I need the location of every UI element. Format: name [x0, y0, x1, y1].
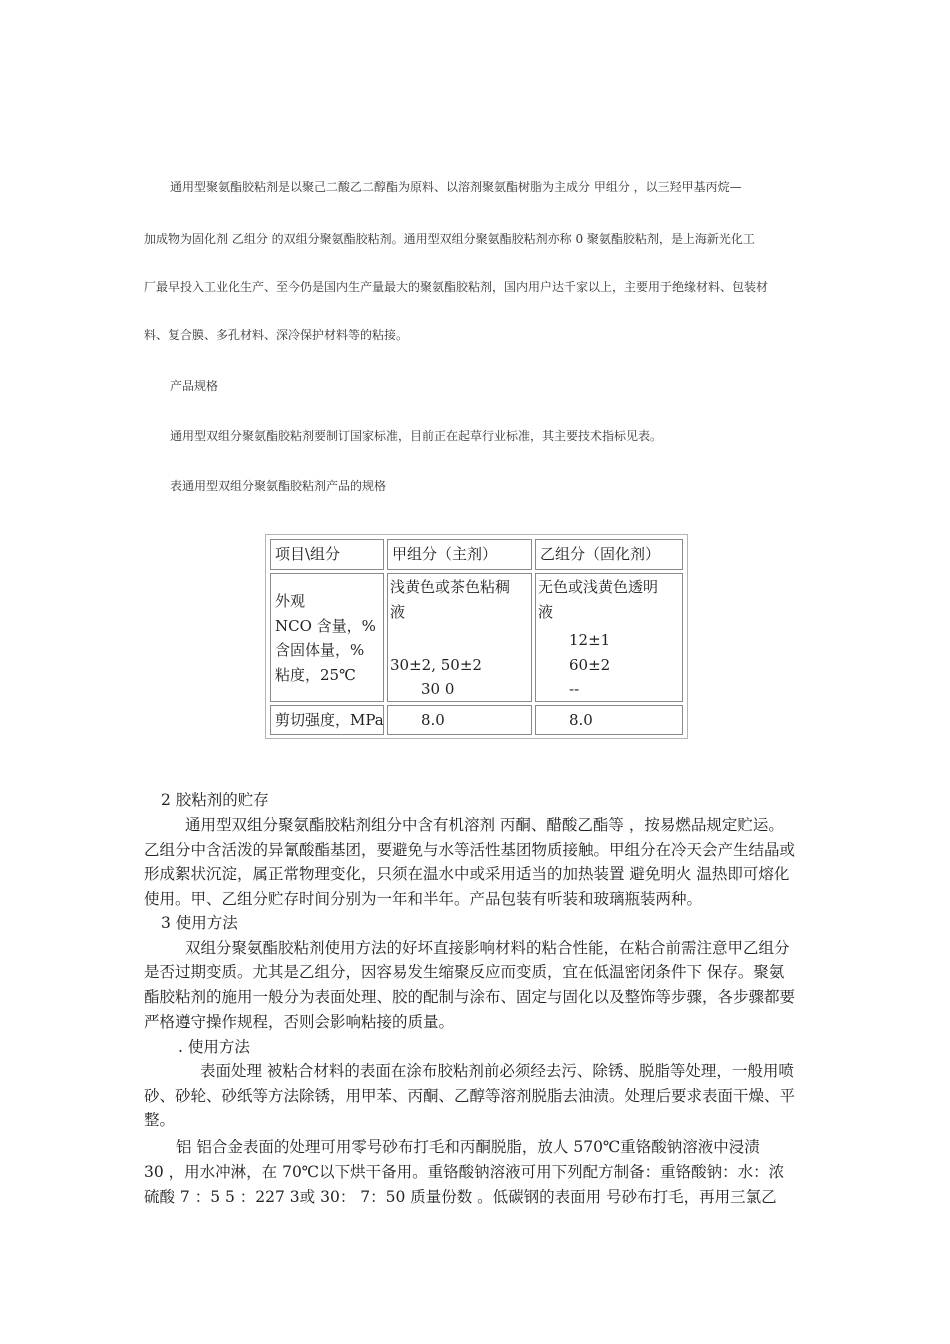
prop-appearance: 外观 — [275, 592, 306, 610]
prop-nco: NCO 含量，% — [275, 617, 376, 635]
surface-line-1: 表面处理 被粘合材料的表面在涂布胶粘剂前必须经去污、除锈、脱脂等处理，一般用喷 — [200, 1062, 794, 1080]
storage-heading: 2 胶粘剂的贮存 — [161, 791, 269, 809]
table-shear-a: 8.0 — [387, 705, 532, 735]
usage-line-3: 酯胶粘剂的施用一般分为表面处理、胶的配制与涂布、固定与固化以及整饰等步骤，各步骤都要 — [144, 988, 796, 1006]
aluminum-line-2: 30 ，用水冲淋，在 70℃以下烘干备用。重铬酸钠溶液可用下列配方制备：重铬酸钠：水：浓 — [144, 1163, 785, 1181]
spec-sentence: 通用型双组分聚氨酯胶粘剂要制订国家标准，目前正在起草行业标准，其主要技术指标见表。 — [170, 429, 663, 443]
prop-viscosity: 粘度，25℃ — [275, 666, 356, 684]
storage-line-4: 使用。甲、乙组分贮存时间分别为一年和半年。产品包装有听装和玻璃瓶装两种。 — [144, 890, 703, 908]
intro-line-1: 通用型聚氨酯胶粘剂是以聚己二酸乙二醇酯为原料、以溶剂聚氨酯树脂为主成分 甲组分 ，以三羟甲基丙烷— — [170, 180, 742, 194]
storage-line-2: 乙组分中含活泼的异氰酸酯基团，要避免与水等活性基团物质接触。甲组分在冷天会产生结晶或 — [144, 841, 796, 859]
table-values-a: 浅黄色或茶色粘稠 液 30±2, 50±2 30 0 — [387, 573, 532, 702]
aluminum-line-1: 铝 铝合金表面的处理可用零号砂布打毛和丙酮脱脂，放人 570℃重铬酸钠溶液中浸渍 — [176, 1138, 760, 1156]
table-shear-b: 8.0 — [535, 705, 683, 735]
usage-line-1: 双组分聚氨酯胶粘剂使用方法的好坏直接影响材料的粘合性能，在粘合前需注意甲乙组分 — [185, 939, 790, 957]
usage-heading: 3 使用方法 — [161, 914, 238, 932]
table-header-component-a: 甲组分（主剂） — [387, 539, 532, 570]
table-properties-cell — [270, 573, 384, 702]
intro-line-2: 加成物为固化剂 乙组分 的双组分聚氨酯胶粘剂。通用型双组分聚氨酯胶粘剂亦称 0 聚氨酯胶粘剂，是上海新光化工 — [144, 232, 755, 246]
table-header-component-b: 乙组分（固化剂） — [535, 539, 683, 570]
usage-line-2: 是否过期变质。尤其是乙组分，因容易发生缩聚反应而变质，宜在低温密闭条件下 保存。聚氨 — [144, 963, 785, 981]
surface-line-3: 整。 — [144, 1111, 176, 1129]
spec-table — [265, 534, 688, 739]
storage-line-1: 通用型双组分聚氨酯胶粘剂组分中含有机溶剂 丙酮、醋酸乙酯等 ，按易燃品规定贮运。 — [185, 816, 784, 834]
table-shear-label: 剪切强度，MPa — [270, 705, 384, 735]
table-values-b: 无色或浅黄色透明 液 12±1 60±2 -- — [535, 573, 683, 702]
surface-line-2: 砂、砂轮、砂纸等方法除锈，用甲苯、丙酮、乙醇等溶剂脱脂去油渍。处理后要求表面干燥、平 — [144, 1087, 796, 1105]
storage-line-3: 形成絮状沉淀，属正常物理变化，只须在温水中或采用适当的加热装置 避免明火 温热即可熔化 — [144, 865, 790, 883]
intro-line-3: 厂最早投入工业化生产、至今仍是国内生产量最大的聚氨酯胶粘剂，国内用户达千家以上，主要用于绝缘材料、包装材 — [144, 280, 769, 294]
intro-line-4: 料、复合膜、多孔材料、深冷保护材料等的粘接。 — [144, 328, 409, 342]
table-caption: 表通用型双组分聚氨酯胶粘剂产品的规格 — [170, 479, 387, 493]
table-header-item: 项目\组分 — [270, 539, 384, 570]
aluminum-line-3: 硫酸 7 ：5 5 ：227 3或 30： 7：50 质量份数 。低碳钢的表面用 号砂布打毛，再用三氯乙 — [144, 1188, 777, 1206]
spec-heading: 产品规格 — [170, 379, 219, 393]
usage-sub-heading: . 使用方法 — [178, 1038, 250, 1056]
usage-line-4: 严格遵守操作规程，否则会影响粘接的质量。 — [144, 1013, 455, 1031]
prop-solids: 含固体量，% — [275, 641, 365, 659]
